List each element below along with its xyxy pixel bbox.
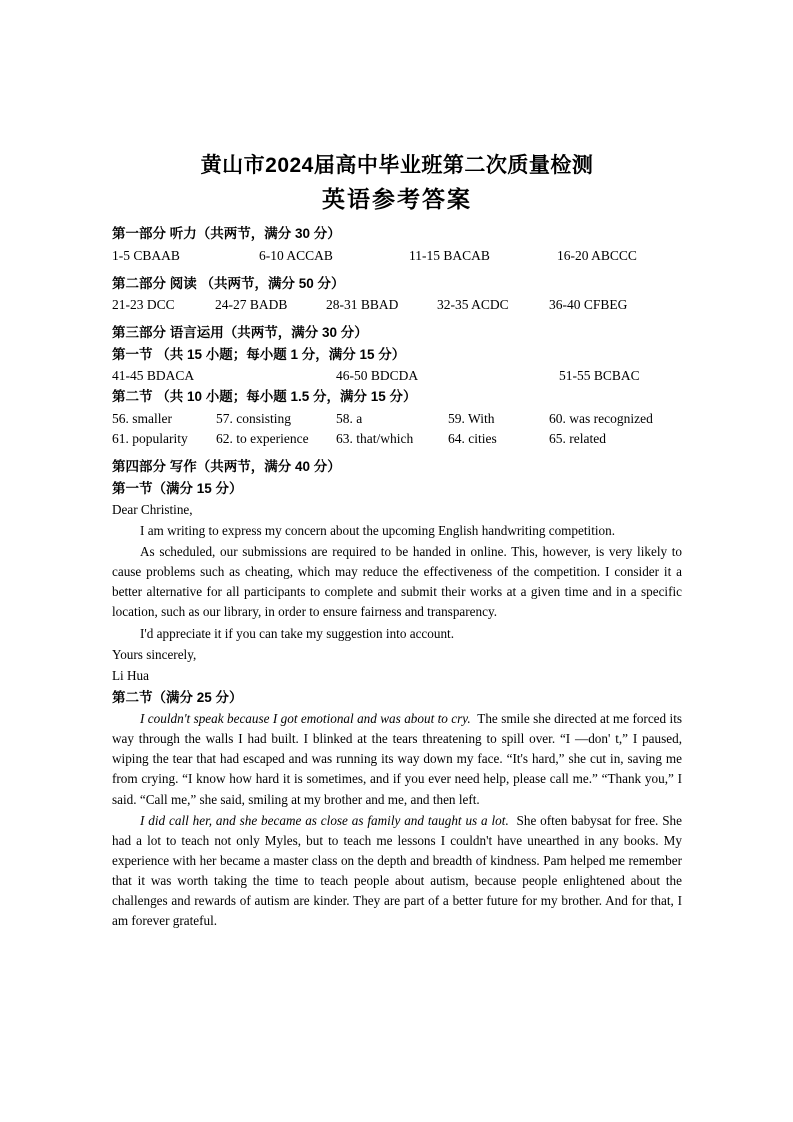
sample-letter — [112, 500, 682, 686]
subsection-heading-part4-1: 第一节（满分 15 分） — [112, 480, 243, 496]
answer-cell: 6-10 ACCAB — [259, 247, 333, 263]
answer-cell: 21-23 DCC — [112, 297, 175, 313]
essay-paragraph-2 — [112, 811, 682, 931]
letter-paragraph-1: I am writing to express my concern about the upcoming English handwriting competition. — [140, 523, 616, 539]
answer-cell: 61. popularity — [112, 431, 188, 446]
answer-cell: 51-55 BCBAC — [559, 368, 640, 384]
answer-cell: 65. related — [549, 431, 606, 446]
letter-closing: Yours sincerely, — [112, 646, 197, 662]
answer-row-cloze — [112, 366, 682, 385]
answer-cell: 46-50 BDCDA — [336, 368, 419, 384]
answer-cell: 32-35 ACDC — [437, 297, 509, 313]
answer-cell: 60. was recognized — [549, 411, 653, 426]
answer-cell: 63. that/which — [336, 431, 414, 446]
page-subtitle: 英语参考答案 — [322, 187, 472, 213]
letter-salutation: Dear Christine, — [112, 502, 193, 518]
answer-row-reading — [112, 295, 682, 314]
essay-paragraph-1-body: The smile she directed at me forced its way through the walls I had built. I blinked at the tears threatening to spill over. “I —don' t,” I paused, wiping the tear that had escaped and was running its way down my face. “It's hard,” she cut in, saving me from crying. “I know how hard it is sometimes, and if you ever need help, please call me.” “Thank you,” I said. “Call me,” she said, smiling at my brother and me, and then left. — [112, 711, 682, 807]
letter-signature: Li Hua — [112, 667, 149, 683]
answer-row-fillin-2 — [112, 429, 682, 448]
answer-cell: 36-40 CFBEG — [549, 297, 628, 313]
answer-cell: 41-45 BDACA — [112, 368, 195, 384]
section-heading-part4: 第四部分 写作（共两节，满分 40 分） — [112, 459, 341, 474]
letter-paragraph-3: I'd appreciate it if you can take my suggestion into account. — [140, 625, 455, 641]
section-heading-part2: 第二部分 阅读 （共两节，满分 50 分） — [112, 275, 345, 291]
answer-cell: 28-31 BBAD — [326, 297, 399, 313]
essay-paragraph-1-lead: I couldn't speak because I got emotional and was about to cry. — [140, 711, 471, 727]
answer-cell: 11-15 BACAB — [409, 247, 490, 263]
answer-row-listening — [112, 246, 682, 265]
section-heading-part1: 第一部分 听力（共两节，满分 30 分） — [112, 226, 341, 242]
answer-cell: 16-20 ABCCC — [557, 247, 637, 263]
answer-cell: 64. cities — [448, 431, 497, 446]
page-title: 黄山市2024届高中毕业班第二次质量检测 — [200, 154, 594, 177]
letter-paragraph-2: As scheduled, our submissions are required to be handed in online. This, however, is very likely to cause problems such as cheating, which may reduce the effectiveness of the competition. I consider it a better alternative for all participants to complete and submit their works at a given time and in a specific location, such as our library, in order to ensure fairness and transparency. — [112, 544, 682, 620]
section-heading-part3: 第三部分 语言运用（共两节，满分 30 分） — [112, 325, 368, 341]
answer-cell: 24-27 BADB — [215, 297, 288, 313]
answer-cell: 1-5 CBAAB — [112, 247, 180, 263]
answer-cell: 58. a — [336, 411, 363, 426]
essay-paragraph-1 — [112, 709, 682, 809]
answer-cell: 62. to experience — [216, 431, 309, 446]
subsection-heading-part3-1: 第一节 （共 15 小题；每小题 1 分，满分 15 分） — [112, 346, 406, 362]
sample-essay — [112, 709, 682, 931]
answer-row-fillin-1 — [112, 409, 682, 428]
answer-cell: 56. smaller — [112, 411, 172, 426]
answer-cell: 57. consisting — [216, 411, 292, 426]
answer-cell: 59. With — [448, 411, 495, 426]
subsection-heading-part3-2: 第二节 （共 10 小题；每小题 1.5 分，满分 15 分） — [112, 389, 417, 405]
document-content — [112, 152, 682, 932]
subsection-heading-part4-2: 第二节（满分 25 分） — [112, 689, 243, 705]
essay-paragraph-2-body: She often babysat for free. She had a lot to teach not only Myles, but to teach me lessons I couldn't have unearthed in any books. My experience with her became a master class on the depth and breadth of kindness. Pam helped me remember that it was worth taking the time to teach people about autism, because people enlightened about the challenges and rewards of autism are kinder. They are part of a better future for my brother. And for that, I am forever grateful. — [112, 812, 683, 928]
essay-paragraph-2-lead: I did call her, and she became as close as family and taught us a lot. — [140, 812, 509, 828]
